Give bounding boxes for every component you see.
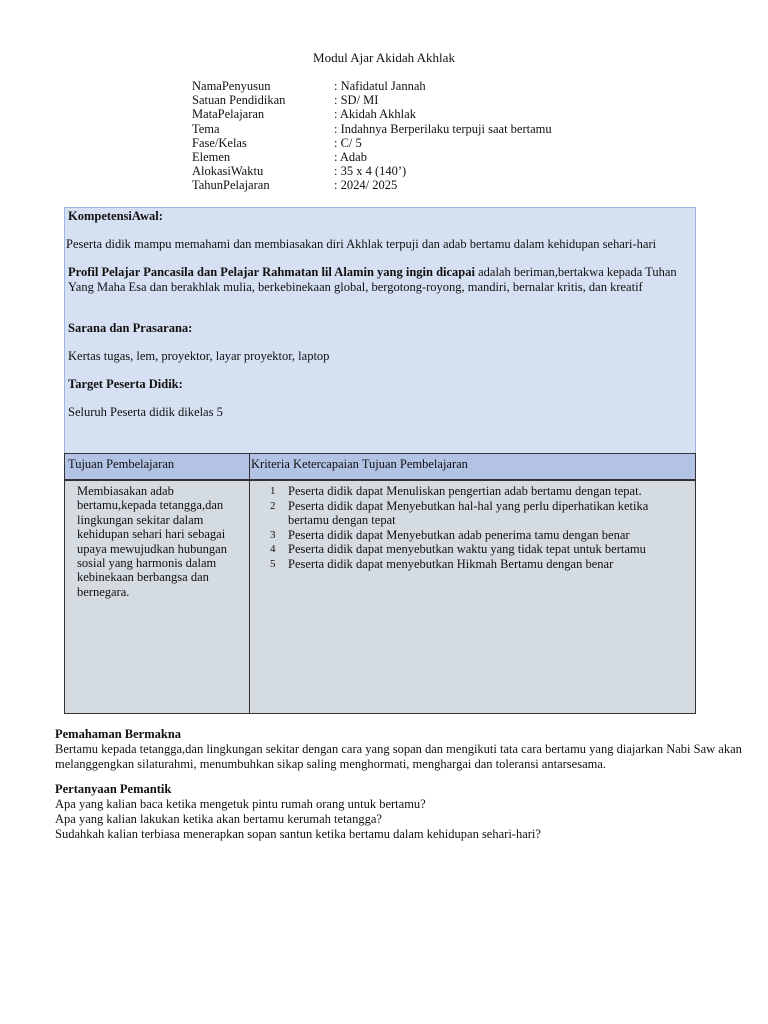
column-divider bbox=[249, 454, 250, 713]
pertanyaan-section bbox=[55, 782, 745, 842]
meta-label: Tema bbox=[192, 121, 220, 136]
question-item: Sudahkah kalian terbiasa menerapkan sopan santun ketika bertamu dalam kehidupan sehari-hari? bbox=[55, 827, 541, 841]
sarana-text: Kertas tugas, lem, proyektor, layar proyektor, laptop bbox=[68, 349, 330, 363]
target-heading: Target Peserta Didik: bbox=[68, 377, 183, 391]
meta-label: Elemen bbox=[192, 149, 231, 164]
item-number: 2 bbox=[270, 499, 276, 512]
item-text: Peserta didik dapat menyebutkan Hikmah Bertamu dengan benar bbox=[288, 556, 614, 571]
list-item bbox=[270, 542, 690, 557]
meta-value: : 35 x 4 (140’) bbox=[334, 164, 407, 179]
target-text: Seluruh Peserta didik dikelas 5 bbox=[68, 405, 223, 419]
meta-row-subject bbox=[192, 107, 552, 121]
item-text: Peserta didik dapat Menyebutkan hal-hal yang perlu diperhatikan ketika bertamu dengan tepat bbox=[288, 498, 649, 528]
item-number: 4 bbox=[270, 543, 276, 556]
profil-heading: Profil Pelajar Pancasila dan Pelajar Rahmatan lil Alamin yang ingin dicapai bbox=[68, 265, 475, 279]
meta-value: : SD/ MI bbox=[334, 93, 379, 108]
pemahaman-text: Bertamu kepada tetangga,dan lingkungan sekitar dengan cara yang sopan dan mengikuti tata cara bertamu yang diajarkan Nabi Saw akan melanggengkan silaturahmi, menumbuhkan sikap saling menghormati, menghargai dan toleransi antarsesama. bbox=[55, 742, 742, 771]
list-item bbox=[270, 528, 690, 543]
meta-row-phase bbox=[192, 136, 552, 150]
item-number: 3 bbox=[270, 528, 276, 541]
meta-value: : Nafidatul Jannah bbox=[334, 79, 426, 93]
meta-label: TahunPelajaran bbox=[192, 178, 270, 193]
meta-value: : 2024/ 2025 bbox=[334, 178, 398, 193]
list-item bbox=[270, 484, 690, 499]
item-number: 1 bbox=[270, 485, 276, 497]
meta-label: NamaPenyusun bbox=[192, 79, 271, 93]
meta-label: Fase/Kelas bbox=[192, 135, 247, 150]
sarana-heading: Sarana dan Prasarana: bbox=[68, 321, 193, 335]
meta-row-year bbox=[192, 178, 552, 192]
pemahaman-heading: Pemahaman Bermakna bbox=[55, 727, 182, 741]
item-text: Peserta didik dapat Menuliskan pengertian adab bertamu dengan tepat. bbox=[288, 484, 642, 498]
document-title: Modul Ajar Akidah Akhlak bbox=[313, 50, 455, 65]
kriteria-list bbox=[270, 484, 690, 572]
list-item bbox=[270, 557, 690, 572]
pemahaman-section bbox=[55, 727, 745, 772]
meta-label: MataPelajaran bbox=[192, 107, 265, 122]
item-number: 5 bbox=[270, 557, 276, 570]
kompetensi-text: Peserta didik mampu memahami dan membiasakan diri Akhlak terpuji dan adab bertamu dalam kehidupan sehari-hari bbox=[66, 237, 657, 251]
pertanyaan-heading: Pertanyaan Pemantik bbox=[55, 782, 172, 796]
question-item: Apa yang kalian baca ketika mengetuk pintu rumah orang untuk bertamu? bbox=[55, 797, 426, 811]
meta-label: Satuan Pendidikan bbox=[192, 93, 286, 108]
meta-label: AlokasiWaktu bbox=[192, 164, 264, 179]
meta-row-element bbox=[192, 150, 552, 164]
meta-row-time bbox=[192, 164, 552, 178]
list-item bbox=[270, 499, 690, 528]
meta-value: : Akidah Akhlak bbox=[334, 107, 416, 122]
meta-value: : Adab bbox=[334, 149, 367, 164]
learning-objectives-table bbox=[64, 453, 696, 714]
profil-paragraph bbox=[68, 265, 689, 294]
item-text: Peserta didik dapat Menyebutkan adab penerima tamu dengan benar bbox=[288, 527, 630, 542]
question-item: Apa yang kalian lakukan ketika akan bertamu kerumah tetangga? bbox=[55, 812, 382, 826]
identity-block bbox=[192, 79, 552, 193]
meta-value: : Indahnya Berperilaku terpuji saat bertamu bbox=[334, 121, 552, 136]
meta-row-theme bbox=[192, 122, 552, 136]
meta-value: : C/ 5 bbox=[334, 135, 362, 150]
profil-text: adalah beriman,bertakwa kepada Tuhan Yang Maha Esa dan berakhlak mulia, berkebinekaan global, bergotong-royong, mandiri, bernalar kritis, dan kreatif bbox=[68, 265, 677, 294]
item-text: Peserta didik dapat menyebutkan waktu yang tidak tepat untuk bertamu bbox=[288, 542, 646, 557]
header-kriteria: Kriteria Ketercapaian Tujuan Pembelajaran bbox=[251, 457, 468, 471]
meta-row-school bbox=[192, 93, 552, 107]
kompetensi-box bbox=[64, 207, 696, 454]
tujuan-text: Membiasakan adab bertamu,kepada tetangga,dan lingkungan sekitar dalam kehidupan sehari hari sebagai upaya mewujudkan hubungan sosial yang harmonis dalam kebinekaan berbangsa dan bernegara. bbox=[77, 484, 227, 599]
kompetensi-heading: KompetensiAwal: bbox=[68, 209, 163, 223]
header-tujuan: Tujuan Pembelajaran bbox=[68, 457, 175, 471]
meta-row-author bbox=[192, 79, 552, 93]
